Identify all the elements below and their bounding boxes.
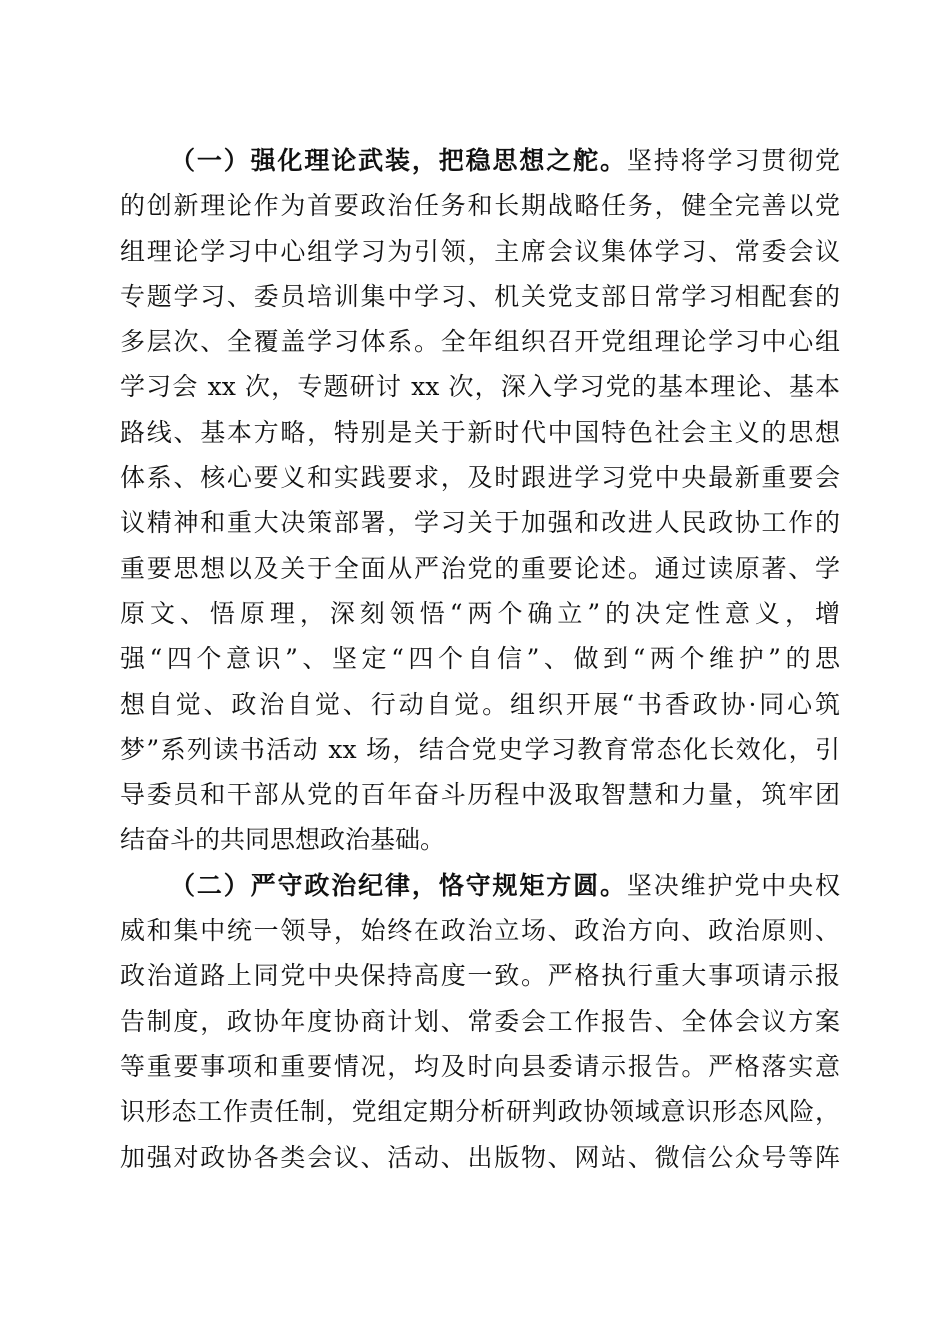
- body-line: 识形态工作责任制，党组定期分析研判政协领域意识形态风险，: [120, 1097, 840, 1127]
- body-line: 强“四个意识”、坚定“四个自信”、做到“两个维护”的思: [120, 644, 840, 674]
- paragraph-2-first-line: [120, 863, 840, 908]
- body-line: 的创新理论作为首要政治任务和长期战略任务，健全完善以党: [120, 191, 840, 221]
- paragraph-1-first-line: [120, 138, 840, 183]
- body-line: 学习会 xx 次，专题研讨 xx 次，深入学习党的基本理论、基本: [120, 372, 840, 402]
- body-line: 梦”系列读书活动 xx 场，结合党史学习教育常态化长效化，引: [120, 734, 840, 764]
- paragraph-1-last-line: 结奋斗的共同思想政治基础。: [120, 825, 446, 855]
- body-line: 政治道路上同党中央保持高度一致。严格执行重大事项请示报: [120, 961, 840, 991]
- paragraph-2: [120, 863, 840, 1180]
- body-line: 体系、核心要义和实践要求，及时跟进学习党中央最新重要会: [120, 463, 840, 493]
- document-body: [120, 138, 840, 1180]
- body-line: 告制度，政协年度协商计划、常委会工作报告、全体会议方案: [120, 1006, 840, 1036]
- body-line: 重要思想以及关于全面从严治党的重要论述。通过读原著、学: [120, 553, 840, 583]
- body-line: 加强对政协各类会议、活动、出版物、网站、微信公众号等阵: [120, 1142, 840, 1172]
- body-line: 想自觉、政治自觉、行动自觉。组织开展“书香政协·同心筑: [120, 689, 840, 719]
- paragraph-2-first-line-text: 坚决维护党中央权: [626, 870, 840, 900]
- paragraph-1: [120, 138, 840, 863]
- body-line: 等重要事项和重要情况，均及时向县委请示报告。严格落实意: [120, 1051, 840, 1081]
- body-line: 导委员和干部从党的百年奋斗历程中汲取智慧和力量，筑牢团: [120, 780, 840, 810]
- paragraph-1-heading: （一）强化理论武装，把稳思想之舵。: [170, 146, 627, 175]
- body-line: 专题学习、委员培训集中学习、机关党支部日常学习相配套的: [120, 281, 840, 311]
- paragraph-2-heading: （二）严守政治纪律，恪守规矩方圆。: [170, 870, 627, 900]
- paragraph-1-first-line-text: 坚持将学习贯彻党: [626, 146, 840, 175]
- body-line: 威和集中统一领导，始终在政治立场、政治方向、政治原则、: [120, 916, 840, 946]
- body-line: 议精神和重大决策部署，学习关于加强和改进人民政协工作的: [120, 508, 840, 538]
- body-line: 原文、悟原理，深刻领悟“两个确立”的决定性意义，增: [120, 598, 840, 628]
- body-line: 多层次、全覆盖学习体系。全年组织召开党组理论学习中心组: [120, 327, 840, 357]
- body-line: 组理论学习中心组学习为引领，主席会议集体学习、常委会议: [120, 236, 840, 266]
- body-line: 路线、基本方略，特别是关于新时代中国特色社会主义的思想: [120, 417, 840, 447]
